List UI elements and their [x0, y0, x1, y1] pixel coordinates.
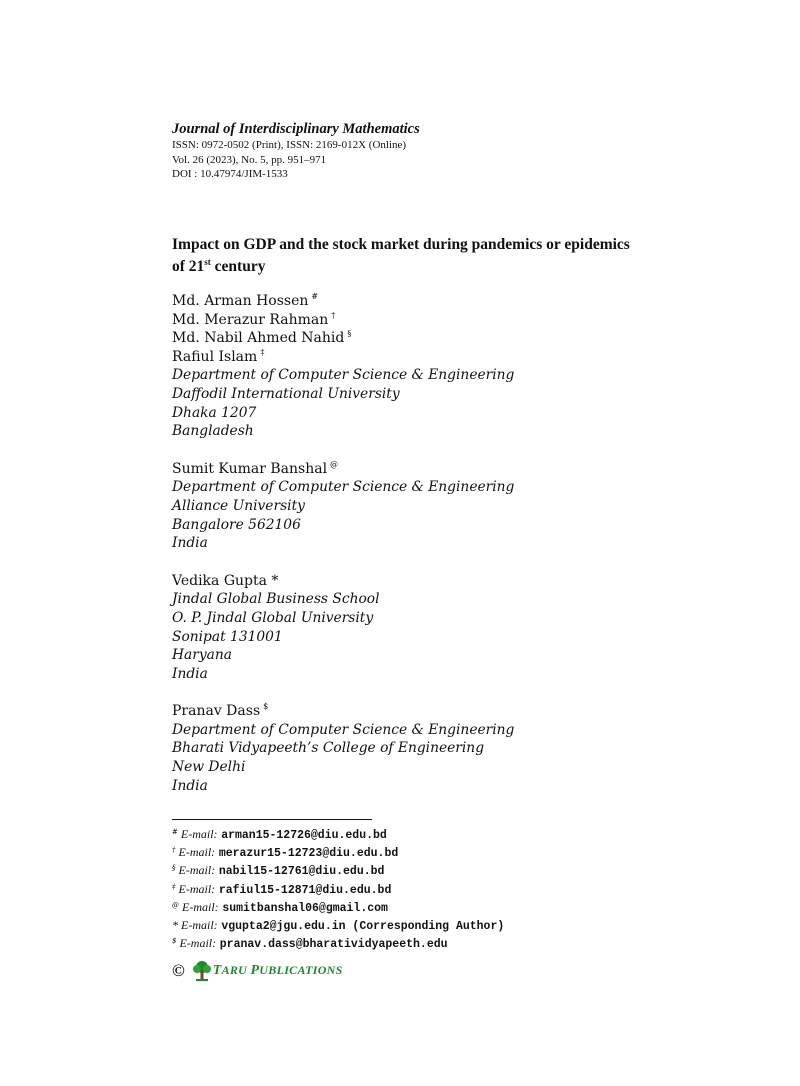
affiliation-line: Sonipat 131001 [172, 628, 283, 645]
email-address[interactable]: merazur15-12723@diu.edu.bd [218, 847, 399, 861]
title-superscript: st [204, 257, 211, 267]
footnote [172, 935, 752, 953]
authors-block [172, 292, 732, 795]
author-mark: $ [263, 702, 269, 712]
author-name-text: Md. Arman Hossen [172, 293, 309, 309]
author-name-text: Rafiul Islam [172, 348, 258, 365]
footnote-label: E-mail: [179, 936, 217, 951]
journal-title: Journal of Interdisciplinary Mathematics [172, 121, 420, 137]
publisher-word-1: ARU [221, 963, 251, 977]
journal-volume: Vol. 26 (2023), No. 5, pp. 951–971 [172, 153, 327, 166]
affiliation-line: India [172, 535, 208, 552]
footnote-mark: § [172, 864, 176, 873]
footnote-mark: † [172, 846, 176, 855]
author-name-text: Vedika Gupta * [172, 572, 279, 589]
footnote-mark: @ [172, 900, 179, 909]
footnotes [172, 826, 752, 953]
affiliation-line: Daffodil International University [172, 385, 400, 402]
author-mark: § [347, 329, 352, 339]
author-mark: † [331, 310, 336, 320]
affiliation-line: New Delhi [172, 759, 246, 776]
affiliation-line: India [172, 777, 208, 794]
author-name-text: Md. Merazur Rahman [172, 311, 329, 328]
author-group-1 [172, 292, 732, 441]
journal-header [172, 120, 420, 182]
publisher-initial-2: P [250, 963, 260, 978]
footnote-label: E-mail: [178, 863, 216, 878]
author-name-text: Pranav Dass [172, 703, 261, 720]
footnote [172, 844, 752, 862]
author-mark: ‡ [260, 347, 265, 357]
email-address[interactable]: sumitbanshal06@gmail.com [222, 901, 388, 915]
publisher-mark [172, 958, 343, 984]
affiliation-line: Bharati Vidyapeeth’s College of Engineering [172, 740, 485, 757]
title-line2-start: of 21 [172, 258, 205, 275]
journal-issn: ISSN: 0972-0502 (Print), ISSN: 2169-012X (Online) [172, 139, 407, 151]
footnote-label: E-mail: [178, 845, 216, 860]
copyright-symbol: © [172, 961, 185, 980]
email-address[interactable]: arman15-12726@diu.edu.bd [221, 829, 387, 842]
footnote-mark: $ [172, 937, 177, 946]
author-name [172, 292, 732, 311]
footnote-divider [172, 819, 372, 820]
footnote-mark: # [172, 828, 178, 836]
affiliation-line: Alliance University [172, 497, 305, 514]
affiliation-line: O. P. Jindal Global University [172, 609, 374, 626]
author-name-text: Sumit Kumar Banshal [172, 460, 328, 477]
author-name [172, 311, 732, 330]
footnote [172, 899, 752, 917]
author-name [172, 348, 732, 367]
affiliation-line: Jindal Global Business School [172, 591, 380, 608]
footnote-label: E-mail: [180, 827, 218, 841]
affiliation-line: India [172, 665, 208, 682]
author-group-3 [172, 572, 732, 684]
footnote [172, 881, 752, 899]
footnote [172, 917, 752, 935]
author-group-4 [172, 702, 732, 795]
paper-title [172, 234, 732, 278]
footnote [172, 862, 752, 880]
author-name [172, 329, 732, 348]
footnote-label: E-mail: [182, 899, 219, 914]
paper-title-line-2 [172, 256, 732, 278]
publisher-word-2: UBLICATIONS [259, 963, 343, 977]
affiliation-line: Haryana [172, 647, 232, 664]
email-address[interactable]: rafiul15-12871@diu.edu.bd [218, 883, 392, 897]
email-address[interactable]: vgupta2@jgu.edu.in (Corresponding Author) [221, 920, 505, 934]
email-address[interactable]: nabil15-12761@diu.edu.bd [218, 865, 385, 879]
publisher-initial-1: T [212, 963, 222, 978]
footnote [172, 826, 752, 844]
journal-doi: DOI : 10.47974/JIM-1533 [172, 168, 288, 180]
title-line2-end: century [210, 258, 266, 275]
affiliation-line: Bangalore 562106 [172, 516, 301, 533]
author-mark: @ [330, 459, 339, 469]
footnote-label: * E-mail: [172, 918, 218, 933]
paper-title-line-1: Impact on GDP and the stock market during pandemics or epidemics [172, 236, 630, 253]
affiliation-line: Department of Computer Science & Engineering [172, 367, 515, 384]
author-name [172, 572, 732, 591]
affiliation-line: Dhaka 1207 [172, 404, 257, 421]
author-name-text: Md. Nabil Ahmed Nahid [172, 330, 345, 347]
author-name [172, 460, 732, 479]
affiliation-line: Bangladesh [172, 423, 254, 440]
author-group-2 [172, 460, 732, 553]
publisher-name [213, 963, 343, 979]
footnote-mark: ‡ [172, 882, 176, 891]
affiliation-line: Department of Computer Science & Engineering [172, 721, 515, 738]
publisher-tree-logo-icon [191, 960, 213, 982]
email-address[interactable]: pranav.dass@bharatividyapeeth.edu [219, 938, 448, 952]
footnote-label: E-mail: [178, 881, 216, 896]
author-name [172, 702, 732, 721]
author-mark: # [311, 292, 319, 301]
affiliation-line: Department of Computer Science & Engineering [172, 479, 515, 496]
